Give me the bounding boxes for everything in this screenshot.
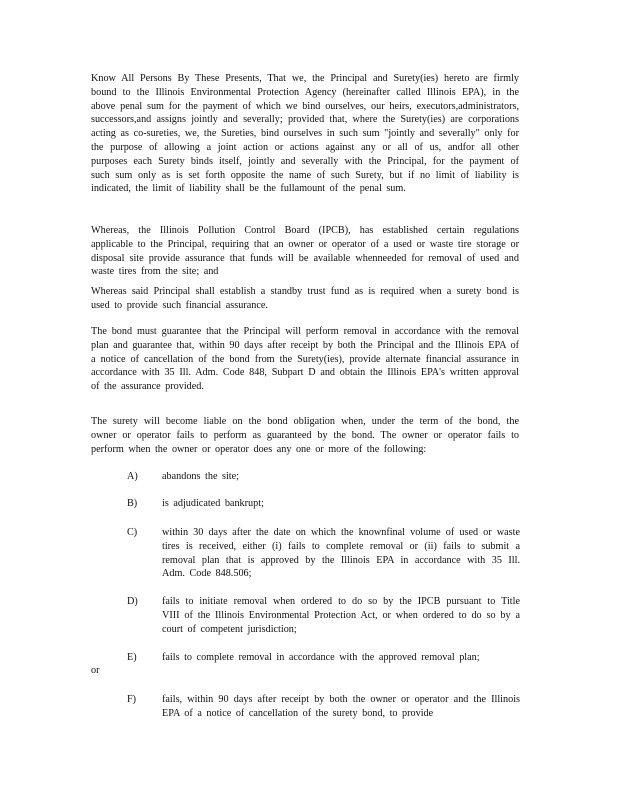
whereas-principal-paragraph: Whereas said Principal shall establish a standby trust fund as is required when a surety bond is used to provide such financial assurance. [91, 286, 519, 311]
list-item-text: fails, within 90 days after receipt by both the owner or operator and the Illinois EPA of a notice of cancellation of the surety bond, to provide [162, 694, 520, 719]
list-item-letter: C) [127, 527, 138, 538]
list-item-text: fails to initiate removal when ordered to do so by the IPCB pursuant to Title VIII of the Illinois Environmental Protection Act, or when ordered to do so by a court of competent jurisdiction; [162, 596, 520, 635]
list-item-text: is adjudicated bankrupt; [162, 498, 264, 509]
list-item-letter: F) [127, 694, 137, 705]
list-item-letter: A) [127, 471, 138, 482]
or-label: or [91, 665, 100, 676]
list-item-letter: D) [127, 596, 138, 607]
list-item-text: fails to complete removal in accordance with the approved removal plan; [162, 652, 480, 663]
whereas-ipcb-paragraph: Whereas, the Illinois Pollution Control Board (IPCB), has established certain regulations applicable to the Principal, requiring that an owner or operator of a used or waste tire storage or disposal site provide assurance that funds will be available whenneeded for removal of used and waste tires from the site; and [91, 225, 519, 278]
surety-liability-paragraph: The surety will become liable on the bond obligation when, under the term of the bond, the owner or operator fails to perform as guaranteed by the bond. The owner or operator fails to perform when the owner or operator does any one or more of the following: [91, 416, 519, 455]
list-item-letter: B) [127, 498, 138, 509]
list-item-text: abandons the site; [162, 471, 239, 482]
list-item-letter: E) [127, 652, 137, 663]
list-item-text: within 30 days after the date on which the knownfinal volume of used or waste tires is received, either (i) fails to complete removal or (ii) fails to submit a removal plan that is approved by the Illinois EPA in accordance with 35 Ill. Adm. Code 848.506; [162, 527, 520, 580]
bond-guarantee-paragraph: The bond must guarantee that the Principal will perform removal in accordance with the removal plan and guarantee that, within 90 days after receipt by both the Principal and the Illinois EPA of a notice of cancellation of the bond from the Surety(ies), provide alternate financial assurance in accordance with 35 Ill. Adm. Code 848, Subpart D and obtain the Illinois EPA's written approval of the assurance provided. [91, 326, 520, 393]
bond-intro-paragraph: Know All Persons By These Presents, That we, the Principal and Surety(ies) hereto are firmly bound to the Illinois Environmental Protection Agency (hereinafter called Illinois EPA), in the above penal sum for the payment of which we bind ourselves, our heirs, executors,administrators, successors,and assigns jointly and severally; provided that, where the Surety(ies) are corporations acting as co-sureties, we, the Sureties, bind ourselves in such sum "jointly and severally" only for the purpose of allowing a joint action or actions against any or all of us, andfor all other purposes each Surety binds itself, jointly and severally with the Principal, for the payment of such sum only as is set forth opposite the name of such Surety, but if no limit of liability is indicated, the limit of liability shall be the fullamount of the penal sum. [91, 73, 519, 195]
